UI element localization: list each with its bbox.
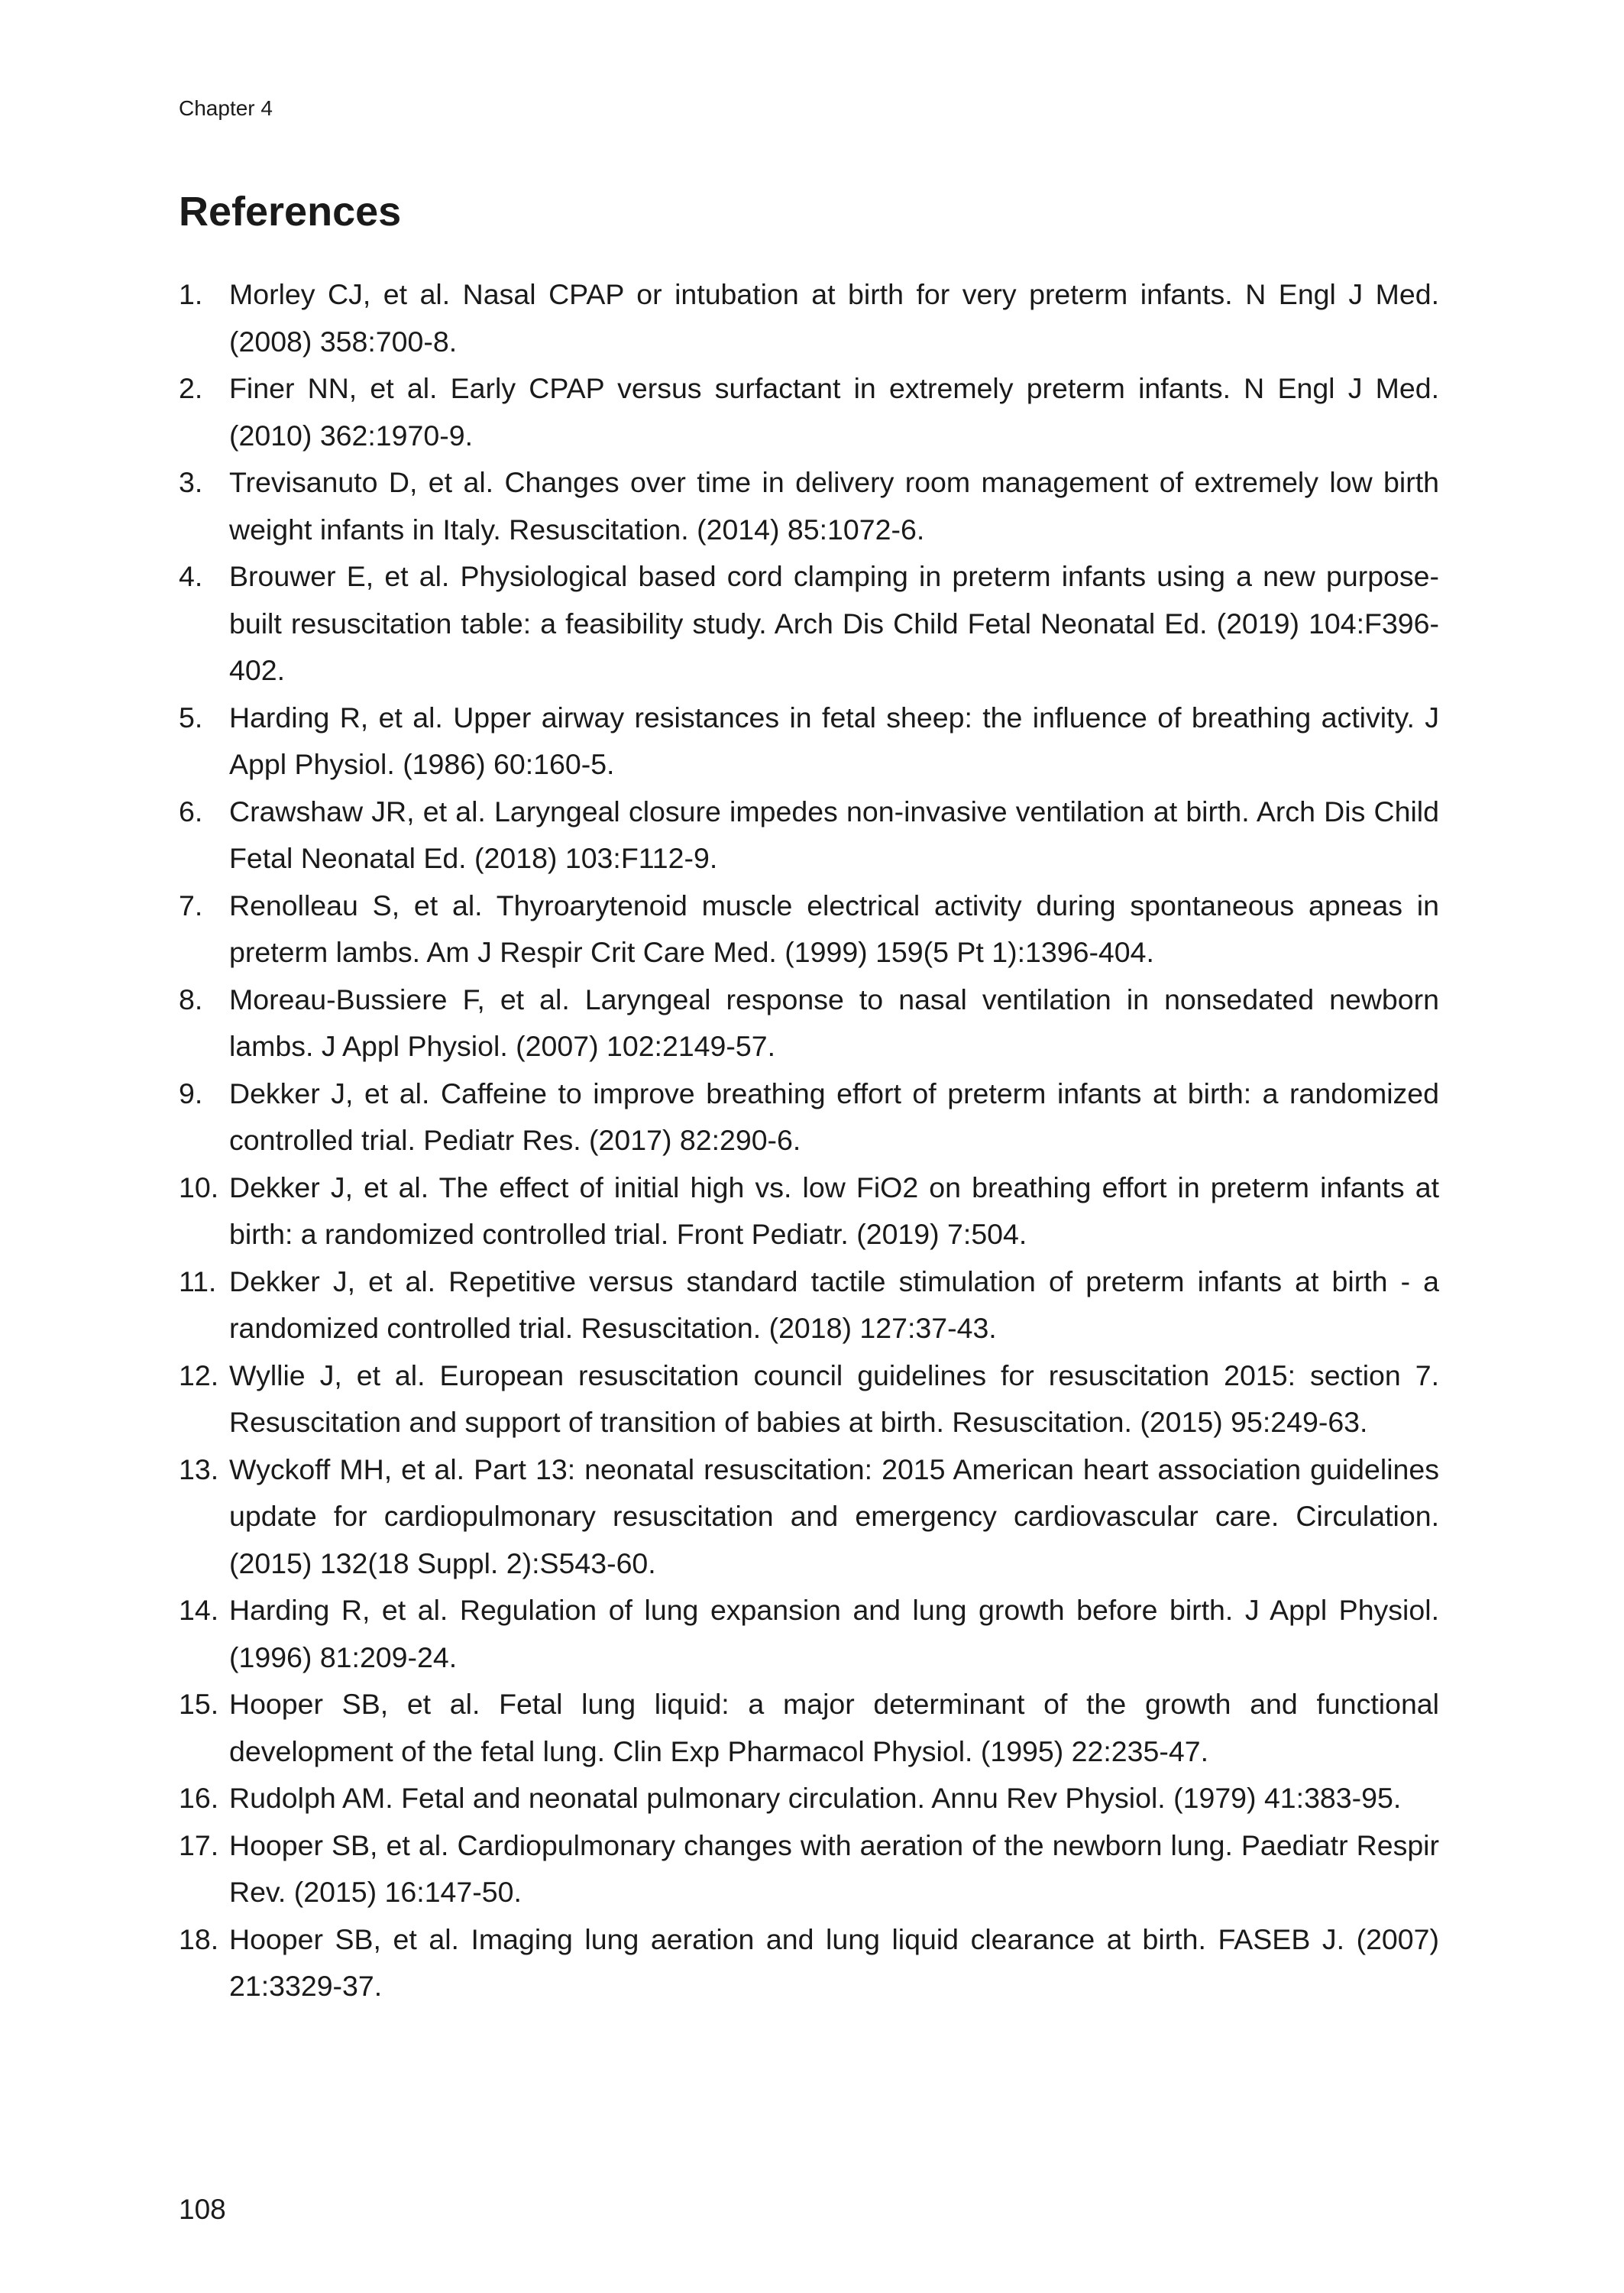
reference-item: [179, 459, 1439, 553]
reference-item: [179, 1775, 1439, 1822]
reference-number: 3.: [179, 466, 203, 498]
reference-item: [179, 883, 1439, 976]
reference-item: [179, 365, 1439, 459]
reference-number: 11.: [179, 1265, 217, 1297]
reference-text: Dekker J, et al. Caffeine to improve breathing effort of preterm infants at birth: a randomized controlled trial. Pediatr Res. (2017) 82:290-6.: [229, 1077, 1439, 1156]
reference-text: Wyckoff MH, et al. Part 13: neonatal resuscitation: 2015 American heart association guidelines update for cardiopulmonary resuscitation and emergency cardiovascular care. Circulation. (2015) 132(18 Suppl. 2):S543-60.: [229, 1453, 1439, 1579]
reference-text: Dekker J, et al. The effect of initial high vs. low FiO2 on breathing effort in preterm infants at birth: a randomized controlled trial. Front Pediatr. (2019) 7:504.: [229, 1171, 1439, 1250]
reference-text: Moreau-Bussiere F, et al. Laryngeal response to nasal ventilation in nonsedated newborn lambs. J Appl Physiol. (2007) 102:2149-57.: [229, 983, 1439, 1062]
reference-text: Harding R, et al. Regulation of lung expansion and lung growth before birth. J Appl Physiol. (1996) 81:209-24.: [229, 1594, 1439, 1673]
reference-item: [179, 1446, 1439, 1588]
reference-text: Dekker J, et al. Repetitive versus standard tactile stimulation of preterm infants at birth - a randomized controlled trial. Resuscitation. (2018) 127:37-43.: [229, 1265, 1439, 1344]
reference-number: 16.: [179, 1782, 219, 1814]
reference-item: [179, 1258, 1439, 1352]
reference-item: [179, 553, 1439, 695]
reference-item: [179, 789, 1439, 883]
reference-number: 17.: [179, 1828, 219, 1861]
running-head: Chapter 4: [179, 96, 273, 120]
reference-item: [179, 1352, 1439, 1446]
reference-number: 18.: [179, 1922, 219, 1955]
reference-text: Rudolph AM. Fetal and neonatal pulmonary circulation. Annu Rev Physiol. (1979) 41:383-95.: [229, 1782, 1402, 1814]
page-number: 108: [179, 2194, 226, 2225]
reference-item: [179, 1916, 1439, 2010]
reference-number: 5.: [179, 701, 203, 734]
reference-item: [179, 1822, 1439, 1916]
reference-item: [179, 1164, 1439, 1258]
reference-text: Brouwer E, et al. Physiological based cord clamping in preterm infants using a new purpose-built resuscitation table: a feasibility study. Arch Dis Child Fetal Neonatal Ed. (2019) 104:F396-402.: [229, 560, 1439, 686]
reference-item: [179, 1587, 1439, 1681]
reference-number: 7.: [179, 889, 203, 921]
reference-number: 14.: [179, 1594, 219, 1626]
reference-text: Renolleau S, et al. Thyroarytenoid muscle electrical activity during spontaneous apneas in preterm lambs. Am J Respir Crit Care Med. (1999) 159(5 Pt 1):1396-404.: [229, 889, 1439, 968]
reference-text: Harding R, et al. Upper airway resistances in fetal sheep: the influence of breathing activity. J Appl Physiol. (1986) 60:160-5.: [229, 701, 1439, 780]
reference-number: 8.: [179, 983, 203, 1015]
section-title: References: [179, 189, 402, 235]
reference-number: 6.: [179, 795, 203, 827]
reference-text: Morley CJ, et al. Nasal CPAP or intubation at birth for very preterm infants. N Engl J Med. (2008) 358:700-8.: [229, 278, 1439, 358]
reference-number: 2.: [179, 372, 203, 404]
reference-number: 13.: [179, 1453, 219, 1485]
reference-number: 1.: [179, 278, 203, 310]
reference-text: Hooper SB, et al. Imaging lung aeration and lung liquid clearance at birth. FASEB J. (2007) 21:3329-37.: [229, 1922, 1439, 2002]
reference-number: 12.: [179, 1359, 219, 1391]
reference-item: [179, 271, 1439, 365]
reference-text: Hooper SB, et al. Fetal lung liquid: a major determinant of the growth and functional development of the fetal lung. Clin Exp Pharmacol Physiol. (1995) 22:235-47.: [229, 1688, 1439, 1767]
reference-number: 15.: [179, 1688, 219, 1720]
reference-item: [179, 1681, 1439, 1775]
reference-text: Crawshaw JR, et al. Laryngeal closure impedes non-invasive ventilation at birth. Arch Dis Child Fetal Neonatal Ed. (2018) 103:F112-9.: [229, 795, 1439, 874]
reference-number: 4.: [179, 560, 203, 592]
reference-number: 9.: [179, 1077, 203, 1109]
reference-item: [179, 1070, 1439, 1164]
reference-text: Hooper SB, et al. Cardiopulmonary changes with aeration of the newborn lung. Paediatr Respir Rev. (2015) 16:147-50.: [229, 1828, 1439, 1908]
reference-list: [179, 271, 1439, 2010]
reference-text: Trevisanuto D, et al. Changes over time in delivery room management of extremely low birth weight infants in Italy. Resuscitation. (2014) 85:1072-6.: [229, 466, 1439, 546]
reference-text: Finer NN, et al. Early CPAP versus surfactant in extremely preterm infants. N Engl J Med. (2010) 362:1970-9.: [229, 372, 1439, 452]
reference-item: [179, 695, 1439, 789]
reference-text: Wyllie J, et al. European resuscitation council guidelines for resuscitation 2015: section 7. Resuscitation and support of transition of babies at birth. Resuscitation. (2015) 95:249-63.: [229, 1359, 1439, 1438]
reference-item: [179, 976, 1439, 1070]
reference-number: 10.: [179, 1171, 219, 1203]
